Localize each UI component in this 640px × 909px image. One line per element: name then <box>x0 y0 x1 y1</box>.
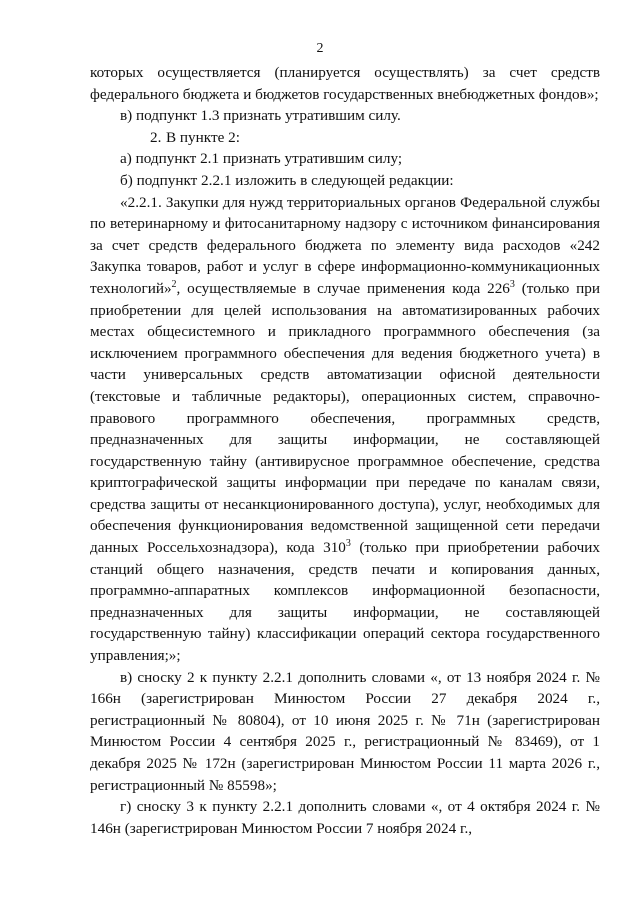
paragraph-point-2 <box>90 127 600 149</box>
wording-text-part-4: (только при приобретении рабочих станций общего назначения, средств печати и копирования данных, программно-аппаратных комплексов информационной безопасности, предназначенных для защиты информации, не составляющей государственную тайну) классификации операций сектора государственного управления;»; <box>90 539 600 665</box>
paragraph-item-b-2-2-1: б) подпункт 2.2.1 изложить в следующей редакции: <box>120 171 454 189</box>
paragraph-item-g-footnote-3: г) сноску 3 к пункту 2.2.1 дополнить словами «, от 4 октября 2024 г. № 146н (зарегистрирован Минюстом России 7 ноября 2024 г., <box>90 798 600 837</box>
wording-text-part-2: , осуществляемые в случае применения кода 226 <box>176 279 510 297</box>
point-number: 2. <box>150 128 162 146</box>
document-body <box>90 62 600 839</box>
wording-text-part-3: (только при приобретении для целей использования на автоматизированных рабочих местах общесистемного и прикладного программного обеспечения (за исключением программного обеспечения для ведения бюджетного учета) в части универсальных средств автоматизации офисной деятельности (текстовые и табличные редакторы), операционных систем, справочно-правового программного обеспечения, программных средств, предназначенных для защиты информации, не составляющей государственную тайну (антивирусное программное обеспечение, средства криптографической защиты информации при передаче по каналам связи, средства защиты от несанкционированного доступа), услуг, необходимых для обеспечения функционирования ведомственной защищенной сети передачи данных Россельхознадзора), кода 310 <box>90 279 600 557</box>
wording-text-part-1: «2.2.1. Закупки для нужд территориальных органов Федеральной службы по ветеринарному и фитосанитарному надзору с источником финансирования за счет средств федерального бюджета по элементу вида расходов «242 Закупка товаров, работ и услуг в сфере информационно-коммуникационных технологий» <box>90 193 600 297</box>
footnote-mark-2: 2 <box>171 278 177 290</box>
paragraph-continuation: которых осуществляется (планируется осуществлять) за счет средств федерального бюджета и бюджетов государственных внебюджетных фондов»; <box>90 64 600 103</box>
paragraph-item-v-footnote-2: в) сноску 2 к пункту 2.2.1 дополнить словами «, от 13 ноября 2024 г. № 166н (зарегистрирован Минюстом России 27 декабря 2024 г., регистрационный № 80804), от 10 июня 2025 г. № 71н (зарегистрирован Минюстом России 4 сентября 2025 г., регистрационный № 83469), от 1 декабря 2025 № 172н (зарегистрирован Минюстом России 11 марта 2026 г., регистрационный № 85598»; <box>90 668 600 794</box>
paragraph-item-v-1-3: в) подпункт 1.3 признать утратившим силу. <box>120 107 401 125</box>
point-heading: В пункте 2: <box>166 128 240 146</box>
paragraph-item-a-2-1: а) подпункт 2.1 признать утратившим силу; <box>120 150 403 168</box>
page-number: 2 <box>316 41 324 56</box>
paragraph-new-wording-2-2-1 <box>90 192 600 667</box>
footnote-mark-3-second: 3 <box>345 538 351 549</box>
footnote-mark-3: 3 <box>509 278 515 290</box>
